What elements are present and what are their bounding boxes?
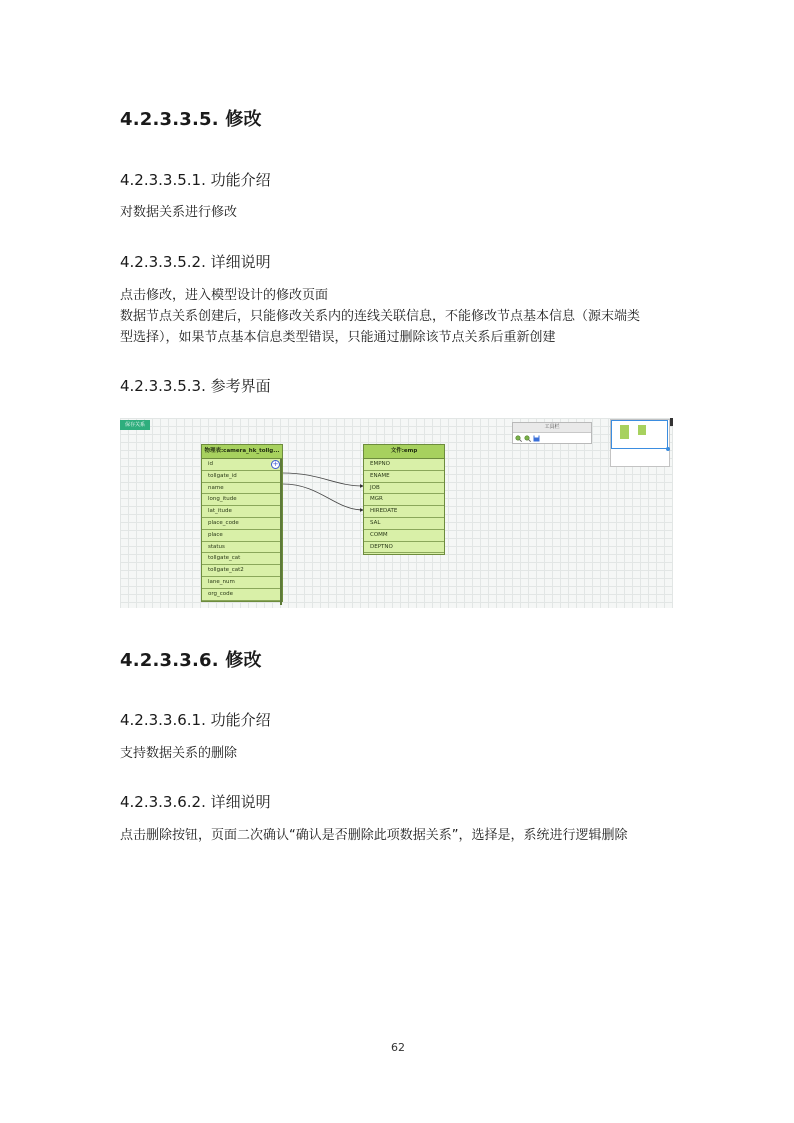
- table-row[interactable]: id +: [202, 459, 282, 471]
- table-row[interactable]: MGR: [364, 494, 444, 506]
- source-table-node[interactable]: [201, 444, 283, 602]
- subheading-detail: 4.2.3.3.5.2. 详细说明: [120, 253, 271, 271]
- paragraph-detail-line-3: 型选择），如果节点基本信息类型错误，只能通过删除该节点关系后重新创建: [120, 330, 556, 345]
- minimap-panel[interactable]: [610, 419, 670, 467]
- subheading-reference-ui: 4.2.3.3.5.3. 参考界面: [120, 377, 271, 395]
- paragraph-function-intro-2: 支持数据关系的删除: [120, 746, 238, 761]
- subheading-function-intro: 4.2.3.3.5.1. 功能介绍: [120, 171, 271, 189]
- paragraph-function-intro: 对数据关系进行修改: [120, 205, 238, 220]
- link-name-to-hiredate: [283, 484, 363, 510]
- add-field-icon[interactable]: +: [272, 460, 279, 468]
- save-relation-tag[interactable]: 保存关系: [120, 420, 150, 430]
- table-row[interactable]: place: [202, 530, 282, 542]
- table-row[interactable]: ENAME: [364, 471, 444, 483]
- table-row[interactable]: DEPTNO: [364, 542, 444, 554]
- minimap-resize-handle[interactable]: [666, 447, 670, 451]
- table-row[interactable]: lane_num: [202, 577, 282, 589]
- table-row[interactable]: lat_itude: [202, 506, 282, 518]
- table-row[interactable]: HIREDATE: [364, 506, 444, 518]
- table-row[interactable]: long_itude: [202, 494, 282, 506]
- table-row[interactable]: tollgate_cat: [202, 553, 282, 565]
- zoom-in-icon[interactable]: [515, 435, 522, 442]
- subheading-function-intro-2: 4.2.3.3.6.1. 功能介绍: [120, 711, 271, 729]
- section-heading-modify-2: 4.2.3.3.6. 修改: [120, 650, 262, 671]
- source-table-scrollbar[interactable]: [280, 459, 282, 605]
- paragraph-detail-line-1: 点击修改，进入模型设计的修改页面: [120, 288, 329, 303]
- section-heading-modify: 4.2.3.3.5. 修改: [120, 109, 262, 130]
- toolbar-title: 工具栏: [513, 423, 591, 433]
- toolbar-panel: [512, 422, 592, 444]
- target-table-title: 文件:emp: [364, 445, 444, 459]
- save-icon[interactable]: [533, 435, 540, 442]
- table-row[interactable]: JOB: [364, 483, 444, 495]
- paragraph-detail-2: 点击删除按钮，页面二次确认“确认是否删除此项数据关系”，选择是，系统进行逻辑删除: [120, 828, 628, 843]
- minimap-viewport[interactable]: [611, 420, 668, 449]
- source-table-title: 物理表:camera_hk_tollg...: [202, 445, 282, 459]
- table-row[interactable]: tollgate_id: [202, 471, 282, 483]
- page-number: 62: [391, 1041, 405, 1054]
- link-tollgate-id-to-job: [283, 473, 363, 486]
- table-row[interactable]: EMPNO: [364, 459, 444, 471]
- panel-corner-marker: [670, 418, 673, 426]
- table-row[interactable]: name: [202, 483, 282, 495]
- zoom-out-icon[interactable]: [524, 435, 531, 442]
- table-row[interactable]: COMM: [364, 530, 444, 542]
- table-row[interactable]: tollgate_cat2: [202, 565, 282, 577]
- table-row[interactable]: SAL: [364, 518, 444, 530]
- table-row[interactable]: org_code: [202, 589, 282, 601]
- target-table-node[interactable]: [363, 444, 445, 555]
- reference-ui-figure: [120, 418, 673, 608]
- table-row[interactable]: place_code: [202, 518, 282, 530]
- paragraph-detail-line-2: 数据节点关系创建后，只能修改关系内的连线关联信息，不能修改节点基本信息（源末端类: [120, 309, 641, 324]
- table-row[interactable]: status: [202, 542, 282, 554]
- subheading-detail-2: 4.2.3.3.6.2. 详细说明: [120, 793, 271, 811]
